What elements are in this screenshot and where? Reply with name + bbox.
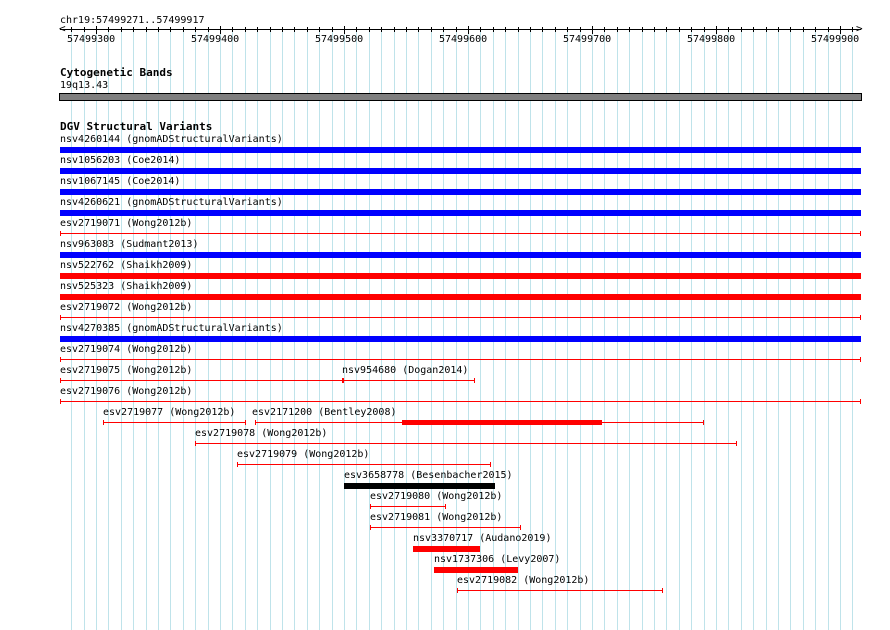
variant-end-cap — [445, 504, 446, 509]
variant-bar — [60, 294, 861, 300]
grid-line — [766, 28, 767, 630]
variant-label: nsv522762 (Shaikh2009) — [60, 260, 193, 271]
ruler-tick-label: 57499300 — [67, 34, 116, 45]
grid-line — [691, 28, 692, 630]
variant-label: esv2719079 (Wong2012b) — [237, 449, 370, 460]
grid-line — [394, 28, 395, 630]
variant-line — [370, 506, 446, 507]
ruler-minor-tick — [195, 27, 196, 32]
ruler-minor-tick — [146, 27, 147, 32]
ruler-minor-tick — [282, 27, 283, 32]
variant-label: nsv963083 (Sudmant2013) — [60, 239, 199, 250]
grid-line — [381, 28, 382, 630]
grid-line — [704, 28, 705, 630]
grid-line — [567, 28, 568, 630]
ruler-minor-tick — [369, 27, 370, 32]
variant-line — [60, 380, 343, 381]
variant-end-cap — [520, 525, 521, 530]
variant-end-cap — [860, 399, 861, 404]
variant-start-cap — [60, 231, 61, 236]
ruler-minor-tick — [270, 27, 271, 32]
variant-line — [60, 233, 861, 234]
variant-bar — [344, 483, 495, 489]
ruler-tick-label: 57499700 — [563, 34, 612, 45]
ruler-minor-tick — [108, 27, 109, 32]
grid-line — [592, 28, 593, 630]
ruler-minor-tick — [208, 27, 209, 32]
ruler-minor-tick — [307, 27, 308, 32]
variant-end-cap — [245, 420, 246, 425]
ruler-minor-tick — [803, 27, 804, 32]
grid-line — [790, 28, 791, 630]
variant-end-cap — [860, 315, 861, 320]
variant-start-cap — [195, 441, 196, 446]
ruler-major-tick — [220, 26, 221, 34]
ruler-minor-tick — [493, 27, 494, 32]
variant-end-cap — [860, 357, 861, 362]
grid-line — [617, 28, 618, 630]
variant-line — [237, 464, 491, 465]
variant-label: nsv525323 (Shaikh2009) — [60, 281, 193, 292]
ruler-minor-tick — [505, 27, 506, 32]
grid-line — [319, 28, 320, 630]
ruler-major-tick — [592, 26, 593, 34]
variant-label: nsv1737306 (Levy2007) — [434, 554, 561, 565]
ruler-minor-tick — [567, 27, 568, 32]
grid-line — [666, 28, 667, 630]
ruler-minor-tick — [431, 27, 432, 32]
ruler-minor-tick — [753, 27, 754, 32]
variant-bar — [434, 567, 518, 573]
grid-line — [629, 28, 630, 630]
variant-end-cap — [860, 231, 861, 236]
variant-label: esv2719072 (Wong2012b) — [60, 302, 193, 313]
variant-label: esv2719077 (Wong2012b) — [103, 407, 236, 418]
variant-start-cap — [60, 378, 61, 383]
ruler-minor-tick — [654, 27, 655, 32]
ruler-minor-tick — [530, 27, 531, 32]
cytoband-track-title: Cytogenetic Bands — [60, 66, 173, 79]
variant-start-cap — [60, 357, 61, 362]
variant-line — [195, 443, 737, 444]
ruler-minor-tick — [71, 27, 72, 32]
variant-line — [457, 590, 663, 591]
variant-label: esv2719074 (Wong2012b) — [60, 344, 193, 355]
ruler-minor-tick — [580, 27, 581, 32]
ruler-minor-tick — [257, 27, 258, 32]
ruler-minor-tick — [232, 27, 233, 32]
ruler-minor-tick — [815, 27, 816, 32]
ruler-minor-tick — [828, 27, 829, 32]
variants-track-title: DGV Structural Variants — [60, 120, 213, 133]
grid-line — [654, 28, 655, 630]
variant-label: esv2719075 (Wong2012b) — [60, 365, 193, 376]
variant-label: esv2719082 (Wong2012b) — [457, 575, 590, 586]
ruler-minor-tick — [642, 27, 643, 32]
variant-start-cap — [103, 420, 104, 425]
variant-label: esv2719076 (Wong2012b) — [60, 386, 193, 397]
variant-line — [370, 527, 521, 528]
ruler-tick-label: 57499400 — [191, 34, 240, 45]
ruler-minor-tick — [406, 27, 407, 32]
ruler-minor-tick — [704, 27, 705, 32]
ruler-minor-tick — [555, 27, 556, 32]
variant-end-cap — [662, 588, 663, 593]
ruler-major-tick — [344, 26, 345, 34]
ruler-minor-tick — [542, 27, 543, 32]
cytoband-bar[interactable] — [59, 93, 862, 101]
variant-start-cap — [237, 462, 238, 467]
variant-bar — [60, 273, 861, 279]
cytoband-label: 19q13.43 — [60, 80, 109, 91]
grid-line — [840, 28, 841, 630]
grid-line — [815, 28, 816, 630]
grid-line — [307, 28, 308, 630]
ruler-minor-tick — [121, 27, 122, 32]
ruler-minor-tick — [133, 27, 134, 32]
ruler-minor-tick — [356, 27, 357, 32]
ruler-minor-tick — [294, 27, 295, 32]
variant-bar — [60, 168, 861, 174]
variant-start-cap — [343, 378, 344, 383]
grid-line — [828, 28, 829, 630]
variant-label: nsv1067145 (Coe2014) — [60, 176, 181, 187]
variant-bar — [60, 210, 861, 216]
variant-label: nsv3370717 (Audano2019) — [413, 533, 552, 544]
ruler-minor-tick — [852, 27, 853, 32]
variant-label: esv2719081 (Wong2012b) — [370, 512, 503, 523]
variant-bar — [60, 147, 861, 153]
variant-label: esv3658778 (Besenbacher2015) — [344, 470, 513, 481]
variant-line — [343, 380, 475, 381]
grid-line — [406, 28, 407, 630]
grid-line — [642, 28, 643, 630]
variant-start-cap — [60, 399, 61, 404]
grid-line — [294, 28, 295, 630]
variant-label: nsv4260621 (gnomADStructuralVariants) — [60, 197, 283, 208]
ruler-minor-tick — [778, 27, 779, 32]
ruler-major-tick — [96, 26, 97, 34]
variant-end-cap — [474, 378, 475, 383]
variant-label: esv2719071 (Wong2012b) — [60, 218, 193, 229]
ruler-minor-tick — [381, 27, 382, 32]
grid-line — [741, 28, 742, 630]
ruler-minor-tick — [617, 27, 618, 32]
ruler-minor-tick — [183, 27, 184, 32]
variant-label: nsv4270385 (gnomADStructuralVariants) — [60, 323, 283, 334]
ruler-minor-tick — [728, 27, 729, 32]
variant-start-cap — [370, 504, 371, 509]
grid-line — [356, 28, 357, 630]
grid-line — [555, 28, 556, 630]
grid-line — [778, 28, 779, 630]
grid-line — [344, 28, 345, 630]
grid-line — [369, 28, 370, 630]
variant-line — [60, 317, 861, 318]
ruler-minor-tick — [332, 27, 333, 32]
ruler-tick-label: 57499900 — [811, 34, 860, 45]
ruler-major-tick — [840, 26, 841, 34]
variant-label: nsv1056203 (Coe2014) — [60, 155, 181, 166]
grid-line — [332, 28, 333, 630]
variant-label: esv2719078 (Wong2012b) — [195, 428, 328, 439]
ruler-minor-tick — [394, 27, 395, 32]
variant-end-cap — [736, 441, 737, 446]
variant-end-cap — [490, 462, 491, 467]
variant-bar — [60, 252, 861, 258]
variant-start-cap — [255, 420, 256, 425]
variant-bar — [60, 189, 861, 195]
variant-label: esv2171200 (Bentley2008) — [252, 407, 397, 418]
ruler-minor-tick — [456, 27, 457, 32]
ruler-minor-tick — [790, 27, 791, 32]
variant-line — [103, 422, 246, 423]
ruler-minor-tick — [443, 27, 444, 32]
ruler-minor-tick — [766, 27, 767, 32]
variant-label: nsv954680 (Dogan2014) — [342, 365, 469, 376]
grid-line — [604, 28, 605, 630]
ruler-left-arrow-icon: < — [59, 22, 66, 35]
ruler-minor-tick — [666, 27, 667, 32]
variant-line — [60, 401, 861, 402]
ruler-major-tick — [716, 26, 717, 34]
ruler-tick-label: 57499500 — [315, 34, 364, 45]
variant-bar — [413, 546, 480, 552]
ruler-minor-tick — [170, 27, 171, 32]
variant-thick-segment — [402, 420, 602, 425]
ruler-tick-label: 57499800 — [687, 34, 736, 45]
ruler-minor-tick — [679, 27, 680, 32]
grid-line — [679, 28, 680, 630]
variant-start-cap — [370, 525, 371, 530]
variant-label: nsv4260144 (gnomADStructuralVariants) — [60, 134, 283, 145]
ruler-minor-tick — [319, 27, 320, 32]
grid-line — [803, 28, 804, 630]
ruler-minor-tick — [418, 27, 419, 32]
grid-line — [753, 28, 754, 630]
ruler-right-arrow-icon: > — [856, 22, 863, 35]
variant-bar — [60, 336, 861, 342]
variant-start-cap — [457, 588, 458, 593]
grid-line — [716, 28, 717, 630]
variant-line — [60, 359, 861, 360]
ruler-minor-tick — [480, 27, 481, 32]
ruler-minor-tick — [604, 27, 605, 32]
grid-line — [580, 28, 581, 630]
variant-end-cap — [703, 420, 704, 425]
ruler-minor-tick — [691, 27, 692, 32]
variant-start-cap — [60, 315, 61, 320]
ruler-minor-tick — [741, 27, 742, 32]
grid-line — [728, 28, 729, 630]
ruler-location-label: chr19:57499271..57499917 — [60, 15, 205, 26]
ruler-minor-tick — [245, 27, 246, 32]
grid-line — [852, 28, 853, 630]
ruler-tick-label: 57499600 — [439, 34, 488, 45]
ruler-major-tick — [468, 26, 469, 34]
ruler-minor-tick — [158, 27, 159, 32]
variant-label: esv2719080 (Wong2012b) — [370, 491, 503, 502]
ruler-minor-tick — [629, 27, 630, 32]
ruler-minor-tick — [84, 27, 85, 32]
ruler-minor-tick — [518, 27, 519, 32]
